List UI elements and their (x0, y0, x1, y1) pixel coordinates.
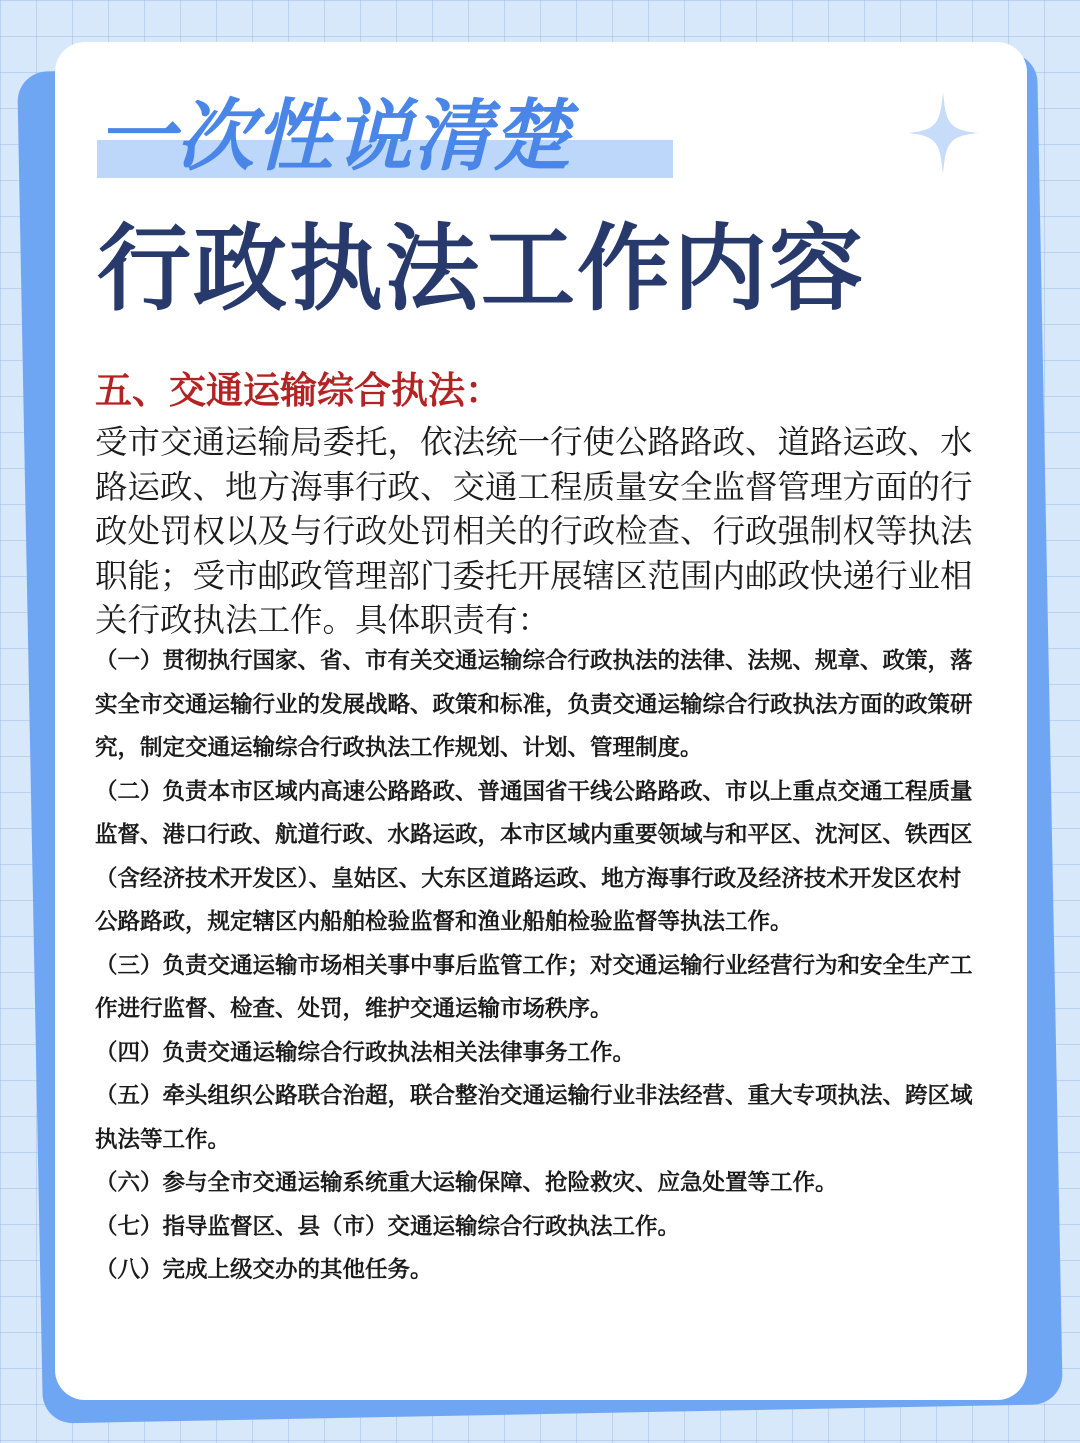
duty-item: （四）负责交通运输综合行政执法相关法律事务工作。 (95, 1039, 636, 1066)
title-line-1: 一次性说清楚 (97, 92, 572, 182)
title-line-2: 行政执法工作内容 (97, 215, 866, 324)
section-heading: 五、交通运输综合执法： (95, 369, 502, 412)
duty-item: （七）指导监督区、县（市）交通运输综合行政执法工作。 (95, 1213, 681, 1240)
duties-list (95, 640, 983, 1293)
title-line-1-wrap (97, 82, 571, 192)
duty-item: （一）贯彻执行国家、省、市有关交通运输综合行政执法的法律、法规、规章、政策，落实全市交通运输行业的发展战略、政策和标准，负责交通运输综合行政执法方面的政策研究，制定交通运输综合行政执法工作规划、计划、管理制度。 (95, 648, 973, 761)
duty-item: （五）牵头组织公路联合治超，联合整治交通运输行业非法经营、重大专项执法、跨区域执法等工作。 (95, 1083, 973, 1153)
duty-item: （三）负责交通运输市场相关事中事后监管工作；对交通运输行业经营行为和安全生产工作进行监督、检查、处罚，维护交通运输市场秩序。 (95, 952, 973, 1022)
sparkle-icon (908, 92, 978, 174)
duty-item: （二）负责本市区域内高速公路路政、普通国省干线公路路政、市以上重点交通工程质量监督、港口行政、航道行政、水路运政，本市区域内重要领域与和平区、沈河区、铁西区（含经济技术开发区）、皇姑区、大东区道路运政、地方海事行政及经济技术开发区农村公路路政，规定辖区内船舶检验监督和渔业船舶检验监督等执法工作。 (95, 778, 973, 935)
duty-item: （八）完成上级交办的其他任务。 (95, 1257, 433, 1283)
duty-item: （六）参与全市交通运输系统重大运输保障、抢险救灾、应急处置等工作。 (95, 1170, 838, 1196)
intro-paragraph: 受市交通运输局委托，依法统一行使公路路政、道路运政、水路运政、地方海事行政、交通工程质量安全监督管理方面的行政处罚权以及与行政处罚相关的行政检查、行政强制权等执法职能；受市邮政管理部门委托开展辖区范围内邮政快递行业相关行政执法工作。具体职责有： (95, 423, 973, 639)
